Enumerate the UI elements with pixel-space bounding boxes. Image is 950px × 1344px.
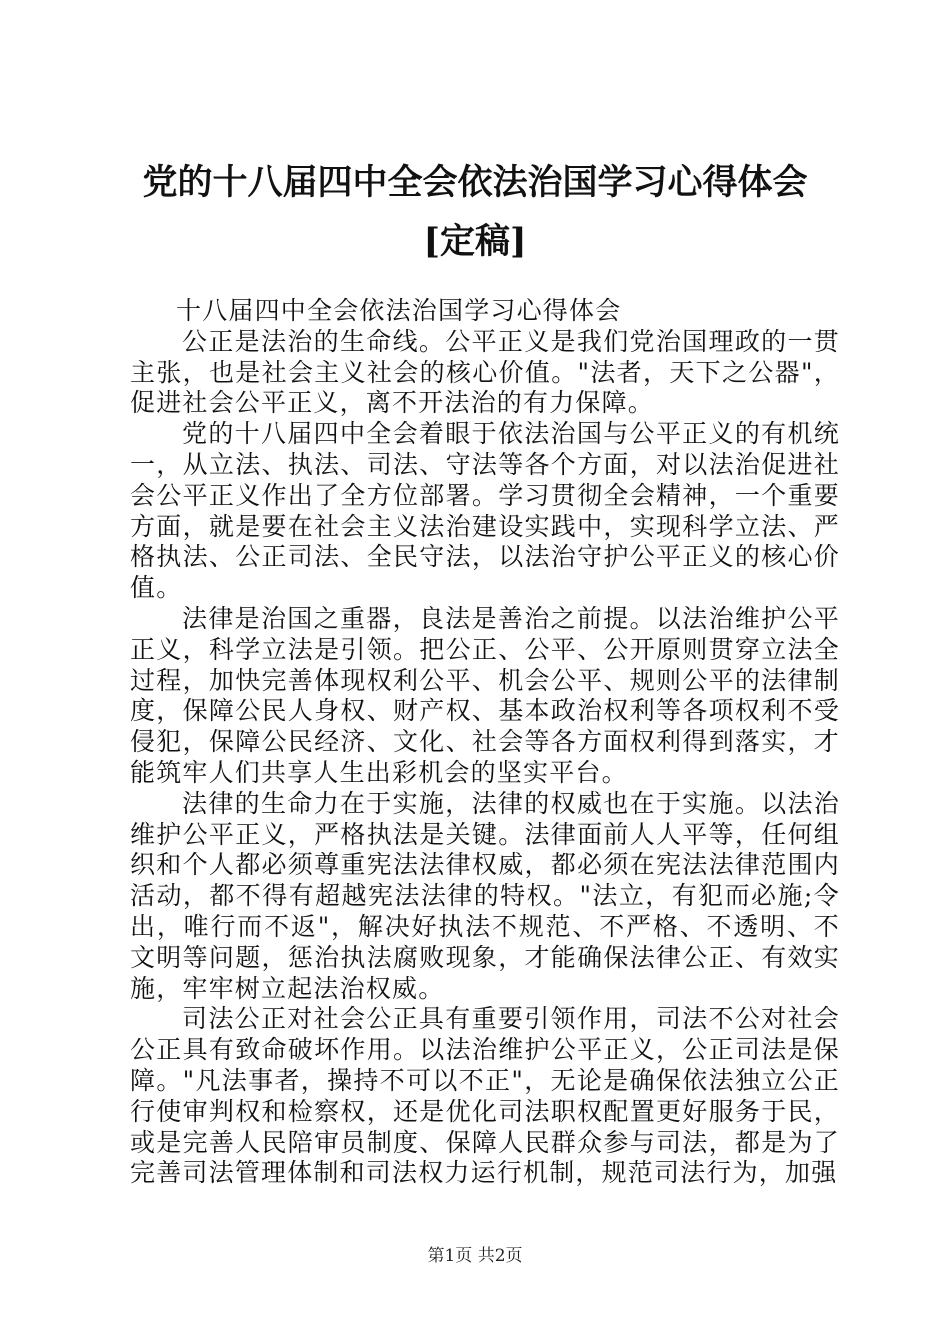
paragraph: 公正是法治的生命线。公平正义是我们党治国理政的一贯主张，也是社会主义社会的核心价值。"法者，天下之公器"，促进社会公平正义，离不开法治的有力保障。 (130, 326, 840, 418)
document-body (130, 296, 840, 1189)
paragraph: 司法公正对社会公正具有重要引领作用，司法不公对社会公正具有致命破坏作用。以法治维护公平正义，公正司法是保障。"凡法事者，操持不可以不正"，无论是确保依法独立公正行使审判权和检察权，还是优化司法职权配置更好服务于民，或是完善人民陪审员制度、保障人民群众参与司法，都是为了完善司法管理体制和司法权力运行机制，规范司法行为，加强 (130, 1004, 840, 1188)
document-title-suffix: [定稿] (423, 221, 527, 262)
paragraph: 法律的生命力在于实施，法律的权威也在于实施。以法治维护公平正义，严格执法是关键。法律面前人人平等，任何组织和个人都必须尊重宪法法律权威，都必须在宪法法律范围内活动，都不得有超越宪法法律的特权。"法立，有犯而必施;令出，唯行而不返"，解决好执法不规范、不严格、不透明、不文明等问题，惩治执法腐败现象，才能确保法律公正、有效实施，牢牢树立起法治权威。 (130, 788, 840, 1003)
paragraph: 党的十八届四中全会着眼于依法治国与公平正义的有机统一，从立法、执法、司法、守法等各个方面，对以法治促进社会公平正义作出了全方位部署。学习贯彻全会精神，一个重要方面，就是要在社会主义法治建设实践中，实现科学立法、严格执法、公正司法、全民守法，以法治守护公平正义的核心价值。 (130, 419, 840, 603)
document-subtitle: 十八届四中全会依法治国学习心得体会 (176, 296, 622, 325)
page-footer: 第1页 共2页 (427, 1246, 523, 1266)
paragraph: 法律是治国之重器，良法是善治之前提。以法治维护公平正义，科学立法是引领。把公正、公平、公开原则贯穿立法全过程，加快完善体现权利公平、机会公平、规则公平的法律制度，保障公民人身权、财产权、基本政治权利等各项权利不受侵犯，保障公民经济、文化、社会等各方面权利得到落实，才能筑牢人们共享人生出彩机会的坚实平台。 (130, 603, 840, 787)
document-title: 党的十八届四中全会依法治国学习心得体会 (142, 162, 808, 203)
